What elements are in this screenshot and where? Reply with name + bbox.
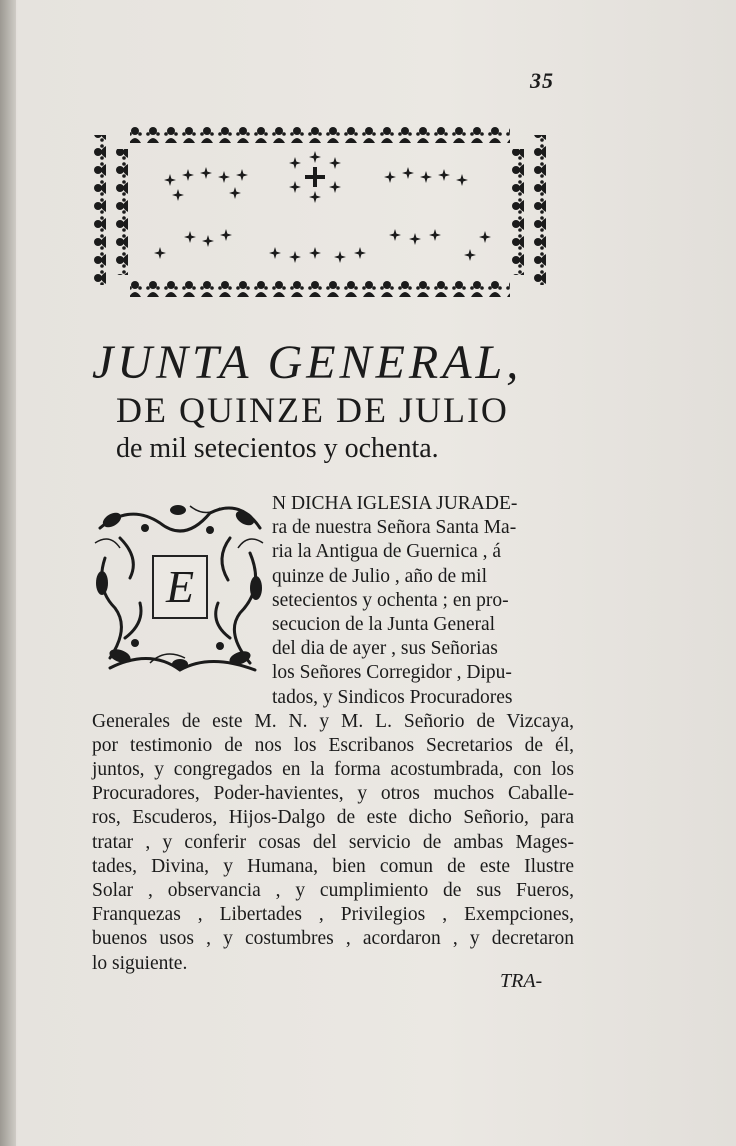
body-line: tratar , y conferir cosas del servicio de ambas Mages- bbox=[92, 831, 574, 853]
body-line: tades, Divina, y Humana, bien comun de este Ilustre bbox=[92, 855, 574, 877]
catchword: TRA- bbox=[500, 970, 543, 992]
page-gutter bbox=[0, 0, 16, 1146]
body-line: Solar , observancia , y cumplimiento de sus Fueros, bbox=[92, 880, 574, 901]
body-line: ra de nuestra Señora Santa Ma- bbox=[272, 517, 517, 539]
body-line: buenos usos , y costumbres , acordaron , y decretaron bbox=[92, 928, 574, 950]
body-line: del dia de ayer , sus Señorias bbox=[272, 638, 498, 660]
title-year-line: de mil setecientos y ochenta. bbox=[116, 433, 439, 464]
body-line: secucion de la Junta General bbox=[272, 613, 496, 635]
ornamental-header-border bbox=[90, 125, 550, 305]
body-line: N DICHA IGLESIA JURADE- bbox=[272, 493, 518, 514]
body-line: lo siguiente. bbox=[92, 952, 188, 974]
body-line: por testimonio de nos los Escribanos Secretarios de él, bbox=[92, 734, 574, 756]
body-line: Franquezas , Libertades , Privilegios , Exempciones, bbox=[92, 904, 574, 926]
body-line: quinze de Julio , año de mil bbox=[272, 565, 487, 587]
body-line: tados, y Sindicos Procuradores bbox=[272, 686, 513, 708]
body-line: ria la Antigua de Guernica , á bbox=[272, 541, 502, 563]
initial-letter-e: E bbox=[152, 555, 208, 619]
body-line: los Señores Corregidor , Dipu- bbox=[272, 662, 512, 684]
title-date-line: DE QUINZE DE JULIO bbox=[116, 390, 509, 430]
title-block bbox=[92, 338, 572, 466]
body-line: juntos, y congregados en la forma acostumbrada, con los bbox=[92, 759, 574, 781]
body-line: Procuradores, Poder-havientes, y otros muchos Caballe- bbox=[92, 783, 574, 805]
body-text bbox=[92, 492, 574, 976]
body-line: Generales de este M. N. y M. L. Señorio de Vizcaya, bbox=[92, 710, 574, 732]
body-line: ros, Escuderos, Hijos-Dalgo de este dicho Señorio, para bbox=[92, 807, 574, 829]
title-junta-general: JUNTA GENERAL, bbox=[92, 336, 523, 389]
page-number: 35 bbox=[530, 68, 554, 93]
body-line: setecientos y ochenta ; en pro- bbox=[272, 589, 509, 611]
